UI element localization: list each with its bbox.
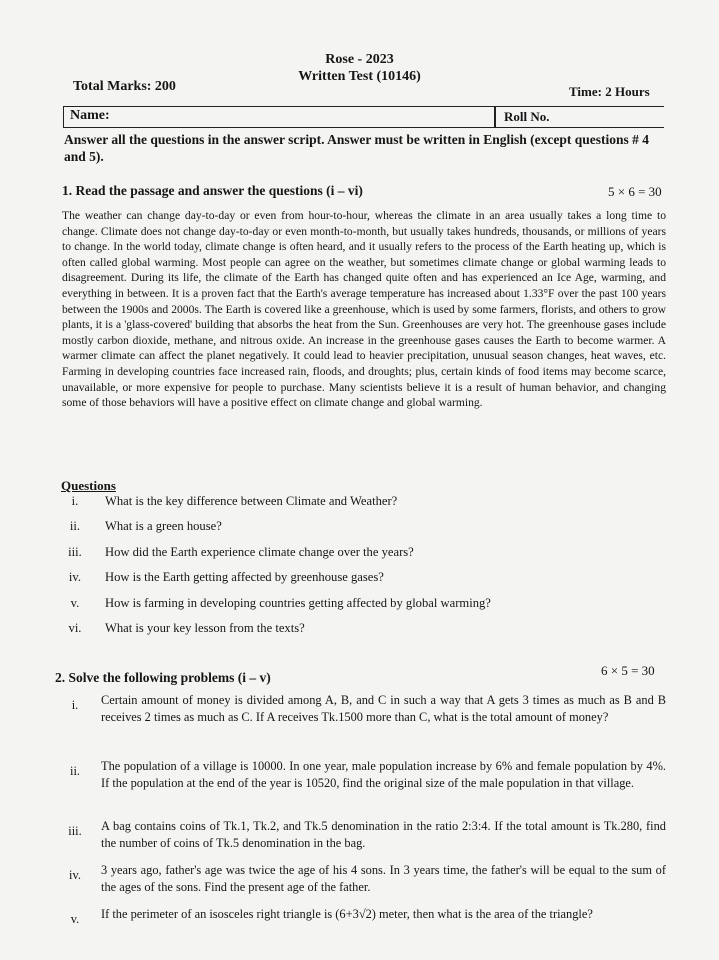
- problem-number: ii.: [70, 764, 80, 778]
- problem-number: iv.: [69, 868, 81, 882]
- section2-marks: 6 × 5 = 30: [601, 663, 655, 678]
- question-number: iv.: [68, 570, 82, 584]
- name-label: Name:: [70, 108, 110, 123]
- exam-time: Time: 2 Hours: [569, 84, 650, 99]
- question-text: How did the Earth experience climate change over the years?: [105, 545, 414, 559]
- question-text: How is farming in developing countries getting affected by global warming?: [105, 596, 491, 610]
- problem-text: Certain amount of money is divided among A, B, and C in such a way that A gets 3 times as much as B and B receives 2 times as much as C. If A receives Tk.1500 more than C, what is the total amount of money?: [101, 693, 666, 724]
- problem-text: If the perimeter of an isosceles right triangle is (6+3√2) meter, then what is the area of the triangle?: [101, 907, 593, 921]
- question-number: ii.: [69, 519, 81, 533]
- question-number: v.: [70, 596, 80, 610]
- question-number: iii.: [68, 545, 82, 559]
- section1-title: 1. Read the passage and answer the questions (i – vi): [62, 183, 363, 198]
- problem-number: i.: [71, 698, 79, 712]
- section1-marks: 5 × 6 = 30: [608, 184, 662, 199]
- question-text: What is a green house?: [105, 519, 222, 533]
- name-roll-divider: [494, 107, 496, 127]
- question-number: vi.: [68, 621, 82, 635]
- problem-text: 3 years ago, father's age was twice the age of his 4 sons. In 3 years time, the father's will be equal to the sum of the ages of the sons. Find the present age of the father.: [101, 863, 666, 894]
- problem-number: v.: [70, 912, 80, 926]
- passage: The weather can change day-to-day or even from hour-to-hour, whereas the climate in an area usually takes a long time to change. Climate does not change day-to-day or even month-to-month, but usually takes hundreds, thousands, or millions of years to change. In the world today, climate change is often heard, and it usually refers to the process of the Earth heating up, which is often called global warming. Most people can agree on the weather, but sometimes climate change or global warming leads to disagreement. During its life, the climate of the Earth has changed quite often and has experienced an Ice Age, warming, and everything in between. It is a proven fact that the Earth's average temperature has increased about 1.33°F over the past 100 years between the 1900s and 2000s. The Earth is covered like a greenhouse, which is used by some farmers, florists, and others to grow plants, it is a 'glass-covered' building that absorbs the heat from the Sun. Greenhouses are very hot. The greenhouse gases include mostly carbon dioxide, methane, and nitrous oxide. An increase in the greenhouse gases causes the Earth to become warmer. A warmer climate can affect the planet negatively. It could lead to heavier precipitation, unusual season changes, heat waves, etc. Farming in developing countries face increased rain, floods, and droughts; plus, certain kinds of food items may become scarce, unavailable, or more expensive for people to purchase. Many scientists believe it is a result of human behavior, and changing some of those behaviors will have a positive effect on climate change and global warming.: [62, 209, 666, 410]
- total-marks: Total Marks: 200: [73, 79, 176, 94]
- problem-number: iii.: [68, 824, 82, 838]
- test-title: Written Test (10146): [298, 69, 421, 84]
- section2-title: 2. Solve the following problems (i – v): [55, 670, 271, 685]
- question-text: What is your key lesson from the texts?: [105, 621, 305, 635]
- question-text: How is the Earth getting affected by greenhouse gases?: [105, 570, 384, 584]
- problem-text: The population of a village is 10000. In one year, male population increase by 6% and female population by 4%. If the population at the end of the year is 10520, find the original size of the male population in that village.: [101, 759, 666, 790]
- question-text: What is the key difference between Climate and Weather?: [105, 494, 398, 508]
- question-number: i.: [71, 494, 79, 508]
- exam-name: Rose - 2023: [325, 52, 394, 67]
- problem-text: A bag contains coins of Tk.1, Tk.2, and Tk.5 denomination in the ratio 2:3:4. If the total amount is Tk.280, find the number of coins of Tk.5 denomination in the bag.: [101, 819, 666, 850]
- instructions: Answer all the questions in the answer script. Answer must be written in English (except questions # 4 and 5).: [64, 132, 650, 164]
- questions-heading: Questions: [61, 478, 116, 493]
- roll-label: Roll No.: [504, 109, 550, 124]
- name-roll-box: [63, 106, 664, 128]
